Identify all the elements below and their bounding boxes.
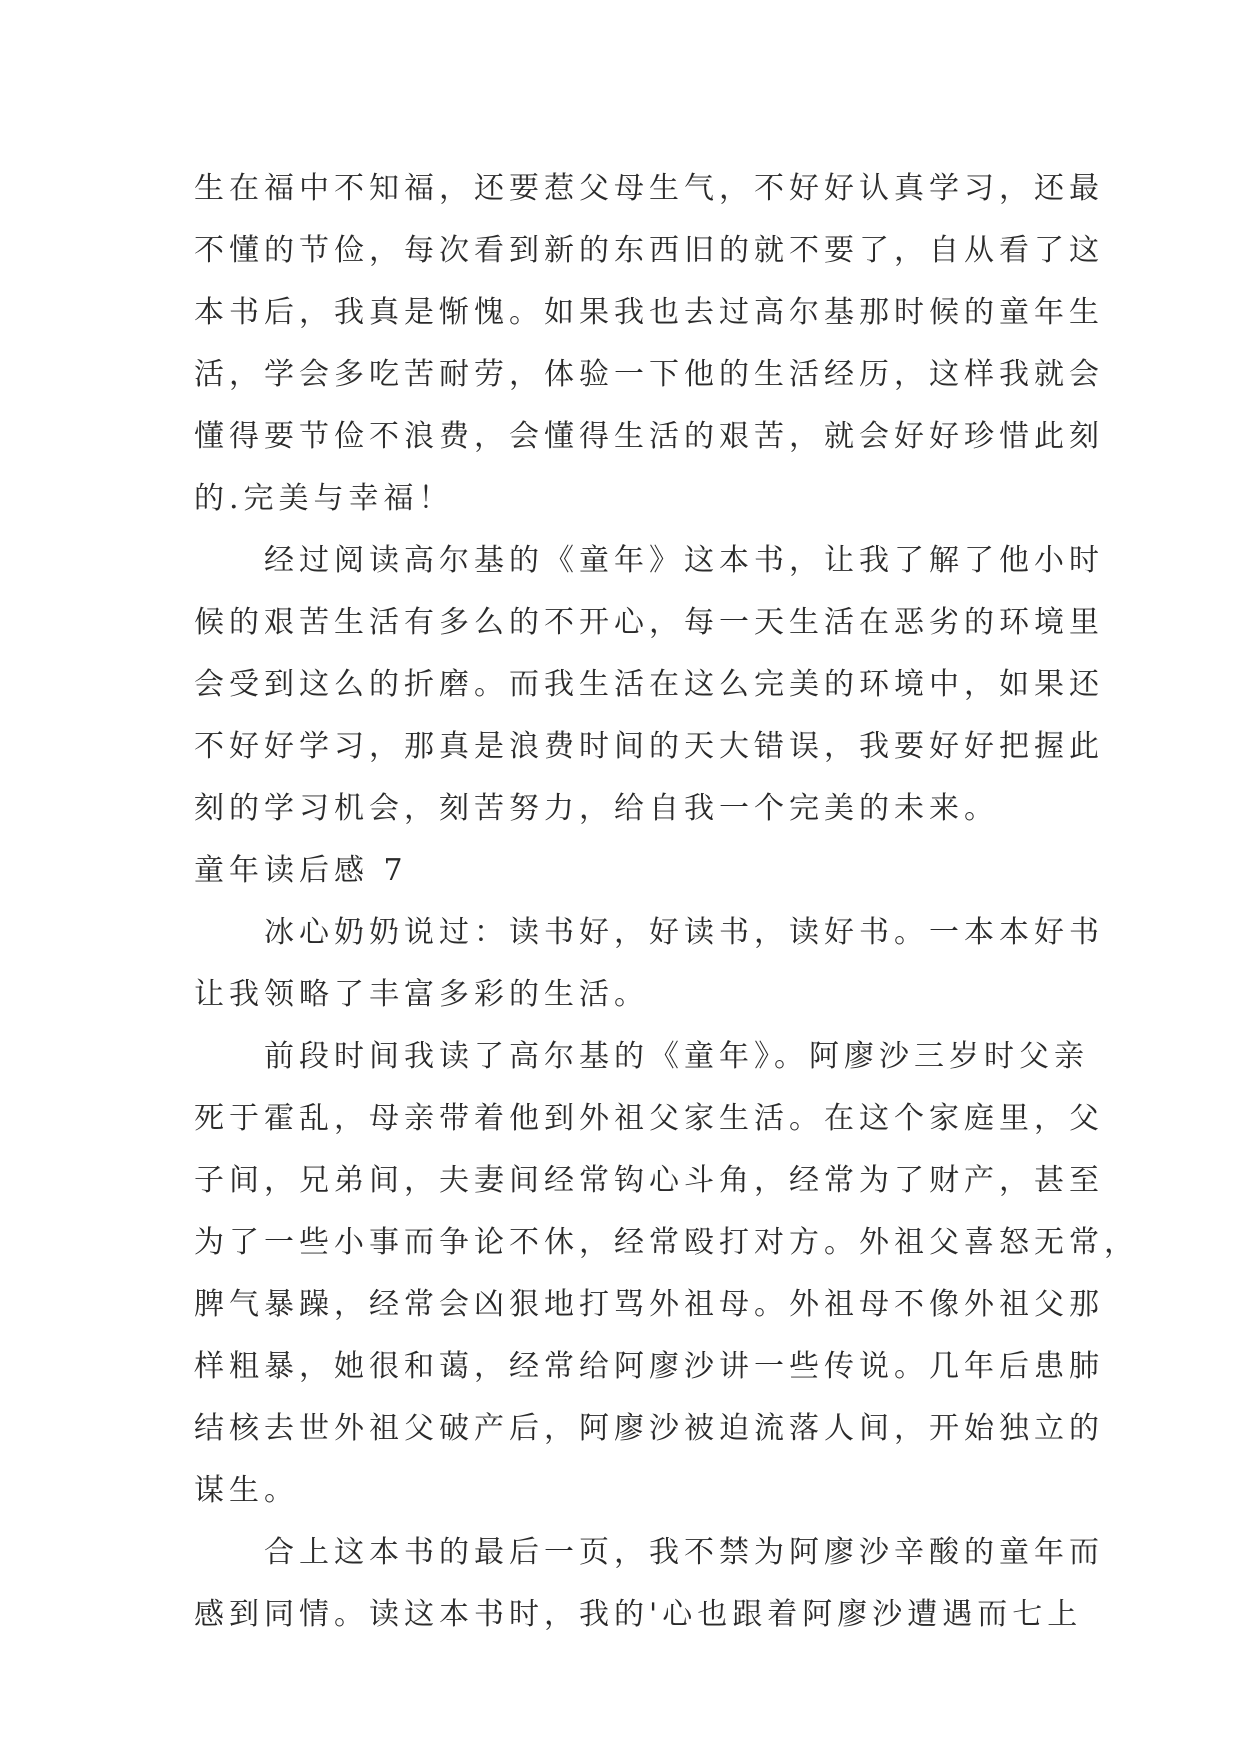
text-line: 子间，兄弟间，夫妻间经常钩心斗角，经常为了财产，甚至 [194,1163,1104,1198]
paragraph-first-line: 冰心奶奶说过：读书好，好读书，读好书。一本本好书 [264,915,1104,950]
text-line: 谋生。 [194,1473,299,1508]
text-line: 不好好学习，那真是浪费时间的天大错误，我要好好把握此 [194,729,1104,764]
text-line: 让我领略了丰富多彩的生活。 [194,977,649,1012]
text-line: 为了一些小事而争论不休，经常殴打对方。外祖父喜怒无常， [194,1225,1139,1260]
text-line: 本书后，我真是惭愧。如果我也去过高尔基那时候的童年生 [194,295,1104,330]
section-heading: 童年读后感 7 [194,853,408,888]
text-line: 结核去世外祖父破产后，阿廖沙被迫流落人间，开始独立的 [194,1411,1104,1446]
paragraph-first-line: 前段时间我读了高尔基的《童年》。阿廖沙三岁时父亲 [264,1039,1089,1074]
text-line: 生在福中不知福，还要惹父母生气，不好好认真学习，还最 [194,171,1104,206]
text-line: 样粗暴，她很和蔼，经常给阿廖沙讲一些传说。几年后患肺 [194,1349,1104,1384]
text-line: 的.完美与幸福！ [194,481,454,516]
text-line: 懂得要节俭不浪费，会懂得生活的艰苦，就会好好珍惜此刻 [194,419,1104,454]
text-line: 刻的学习机会，刻苦努力，给自我一个完美的未来。 [194,791,999,826]
text-line: 活，学会多吃苦耐劳，体验一下他的生活经历，这样我就会 [194,357,1104,392]
text-line: 脾气暴躁，经常会凶狠地打骂外祖母。外祖母不像外祖父那 [194,1287,1104,1322]
paragraph-first-line: 合上这本书的最后一页，我不禁为阿廖沙辛酸的童年而 [264,1535,1104,1570]
paragraph-first-line: 经过阅读高尔基的《童年》这本书，让我了解了他小时 [264,543,1104,578]
text-line: 死于霍乱，母亲带着他到外祖父家生活。在这个家庭里，父 [194,1101,1104,1136]
text-line: 会受到这么的折磨。而我生活在这么完美的环境中，如果还 [194,667,1104,702]
text-line: 不懂的节俭，每次看到新的东西旧的就不要了，自从看了这 [194,233,1104,268]
text-line: 候的艰苦生活有多么的不开心，每一天生活在恶劣的环境里 [194,605,1104,640]
document-body [194,158,1139,1646]
text-line: 感到同情。读这本书时，我的'心也跟着阿廖沙遭遇而七上 [194,1597,1083,1632]
